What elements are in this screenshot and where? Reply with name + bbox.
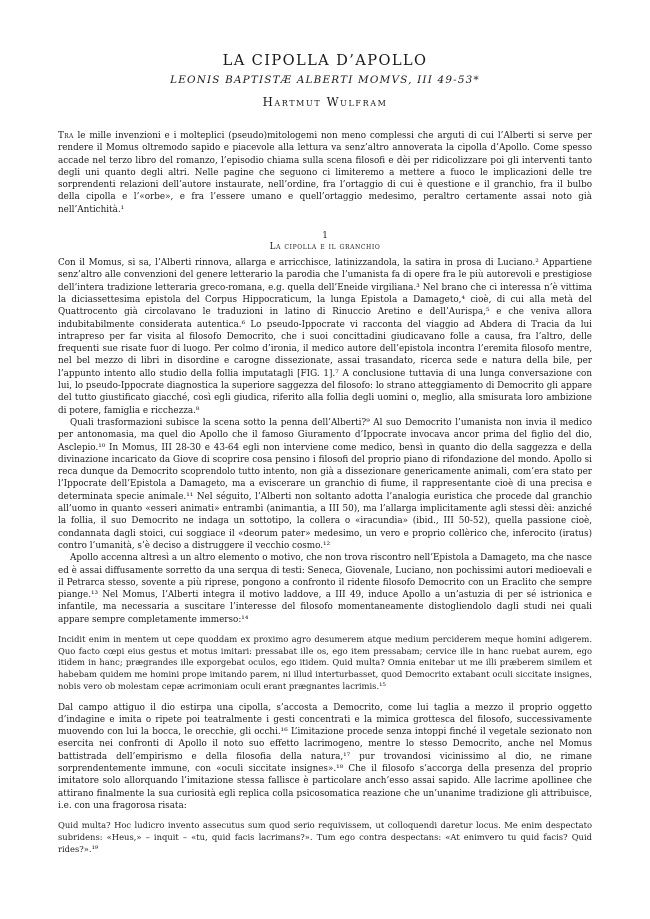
body-paragraph: Con il Momus, si sa, l’Alberti rinnova, allarga e arricchisce, latinizzandola, la satira in prosa di Luciano.² Appartiene senz’altro alle convenzioni del genere letterario la parodia che l’umanista fa di opere fra le più autorevoli e prestigiose dell’intera tradizione letteraria greco-romana, e.g. quella dell’Eneide virgiliana.³ Nel brano che ci interessa n’è vittima la diciassettesima epistola del Corpus Hippocraticum, la lunga Epistola a Damageto,⁴ cioè, di cui alla metà del Quattrocento già circolavano le traduzioni in latino di Rinuccio Aretino e dell’Aurispa,⁵ e che veniva allora indubitabilmente considerata autentica.⁶ Lo pseudo-Ippocrate vi racconta del viaggio ad Abdera di Tracia da lui intrapreso per far visita al filosofo Democrito, che i suoi concittadini giudicavano folle a causa, fra l’altro, delle frequenti sue risate fuor di luogo. Per colmo d’ironia, il medico autore dell’epistola incontra l’eremita filosofo mentre, nel bel mezzo di libri in disordine e carogne dissezionate, assai trasandato, ricerca sede e natura della bile, per l’appunto intento allo studio della follia imputatagli [FIG. 1].⁷ A conclusione tuttavia di una lunga conversazione con lui, lo pseudo-Ippocrate diagnostica la superiore saggezza del filosofo: lo strano atteggiamento di Democrito gli appare del tutto giustificato giacché, così egli giudica, riferito alla follia degli uomini o, meglio, alla smisurata loro ambizione di potere, famiglia e ricchezza.⁸ bbox=[58, 258, 592, 416]
latin-quotation: Quid multa? Hoc ludicro invento assecutus sum quod serio requivissem, ut colloquendi daretur locus. Me enim despectato subridens: «Heus,» – inquit – «tu, quid facis lacrimans?». Tum ego contra despectans: «At enimvero tu quid facis? Quid rides?».¹⁹ bbox=[58, 820, 592, 854]
body-paragraph: Quali trasformazioni subisce la scena sotto la penna dell’Alberti?⁹ Al suo Democrito l’umanista non invia il medico per antonomasia, ma quel dio Apollo che il famoso Giuramento d’Ippocrate invocava ancor prima del figlio del dio, Asclepio.¹⁰ In Momus, III 28-30 e 43-64 egli non interviene come medico, bensì in quanto dio della saggezza e della divinazione incaricato da Giove di scoprire cosa pensino i filosofi del proprio piano di rifondazione del mondo. Apollo si reca dunque da Democrito scoprendolo tutto intento, non già a dissezionare genericamente animali, com’era stato per l’Ippocrate dell’Epistola a Damageto, ma a eviscerare un granchio di fiume, il rappresentante cioè di una precisa e determinata specie animale.¹¹ Nel séguito, l’Alberti non soltanto adotta l’analogia euristica che procede dal granchio all’uomo in quanto «esseri animati» entrambi (animantia, a III 50), ma l’allarga implicitamente agli stessi dèi: anziché la follia, il suo Democrito ne indaga un sottotipo, la collera o «iracundia» (ibid., III 50-52), quella passione cioè, condannata dagli stoici, cui soggiace il «deorum pater» medesimo, un vero e proprio collèrico che, inferocito (iratus) contro l’umanità, s’è deciso a distruggere il vecchio cosmo.¹² bbox=[58, 417, 592, 551]
latin-quotation: Incidit enim in mentem ut cepe quoddam ex proximo agro desumerem atque medium perciderem meque homini adigerem. Quo facto cœpi eius gestus et motus imitari: pressabat ille os, ego item pressabam; cervice ille in hanc ruebat aurem, ego itidem in hanc; prægrandes ille exporgebat oculos, ego itidem. Quid multa? Omnia enitebar ut me illi præberem similem et habebam quidem me homini prope imitando parem, ni illud interturbasset, quod Democrito extabant oculi siccitate insignes, nobis vero ob molestam cepæ acrimoniam oculi erant prægnantes lacrimis.¹⁵ bbox=[58, 633, 592, 691]
section-number: 1 bbox=[322, 231, 328, 242]
section-heading: La cipolla e il granchio bbox=[269, 242, 381, 253]
article-subtitle: LEONIS BAPTISTÆ ALBERTI MOMVS, III 49-53* bbox=[170, 74, 480, 86]
article-page bbox=[58, 52, 592, 864]
article-title: LA CIPOLLA D’APOLLO bbox=[222, 52, 428, 69]
intro-body: le mille invenzioni e i molteplici (pseudo)mitologemi non meno complessi che arguti di cui l’Alberti si serve per rendere il Momus oltremodo sapido e piacevole alla lettura va senz’altro annoverata la cipolla d’Apollo. Come spesso accade nel terzo libro del romanzo, l’episodio chiama sulla scena filosofi e dèi per ridicolizzare poi gli interventi tanto degli uni quanto degli altri. Nelle pagine che seguono ci limiteremo a mettere a fuoco le implicazioni delle tre sorprendenti relazioni dell’autore instaurate, nell’ordine, fra l’ortaggio di cui è questione e il granchio, fra il bulbo della cipolla e l’«orbe», e fra l’essere umano e quell’ortaggio medesimo, peraltro certamente assai noto già nell’Antichità.¹ bbox=[58, 131, 592, 215]
body-paragraph: Apollo accenna altresì a un altro elemento o motivo, che non trova riscontro nell’Epistola a Damageto, ma che nasce ed è assai diffusamente sorretto da una serqua di testi: Seneca, Giovenale, Luciano, non pochissimi autori medioevali e il Petrarca stesso, sovente a più riprese, pongono a confronto il ridente filosofo Democrito con un Eraclito che sempre piange.¹³ Nel Momus, l’Alberti integra il motivo laddove, a III 49, induce Apollo a un’astuzia di per sé istrionica e infantile, ma necessaria a suscitare l’interesse del filosofo momentaneamente distogliendolo dagli studi nei quali appare sempre completamente immerso:¹⁴ bbox=[58, 553, 592, 625]
intro-paragraph bbox=[58, 130, 592, 216]
author-name: Hartmut Wulfram bbox=[262, 95, 388, 109]
intro-lead-word: Tra bbox=[58, 131, 74, 141]
body-paragraph: Dal campo attiguo il dio estirpa una cipolla, s’accosta a Democrito, come lui taglia a mezzo il proprio oggetto d’indagine e imita o ripete poi teatralmente i gesti concentrati e la mimica grottesca del filosofo, successivamente muovendo con lui la bocca, le orecchie, gli occhi.¹⁶ L’imitazione procede senza intoppi finché il vegetale sezionato non esercita nei confronti di Apollo il noto suo effetto lacrimogeno, mentre lo stesso Democrito, anche nel Momus battistrada dell’empirismo e della filosofia della natura,¹⁷ pur trovandosi vicinissimo al dio, ne rimane sorprendentemente immune, con «oculi siccitate insignes».¹⁸ Che il filosofo s’accorga della presenza del proprio imitatore solo allorquando l’imitazione stessa fallisce è particolare anch’esso assai sapido. Alle lacrime apollinee che attirano finalmente la sua curiosità egli replica colla psicosomatica reazione che un’unanime tradizione gli attribuisce, i.e. con una fragorosa risata: bbox=[58, 702, 592, 811]
